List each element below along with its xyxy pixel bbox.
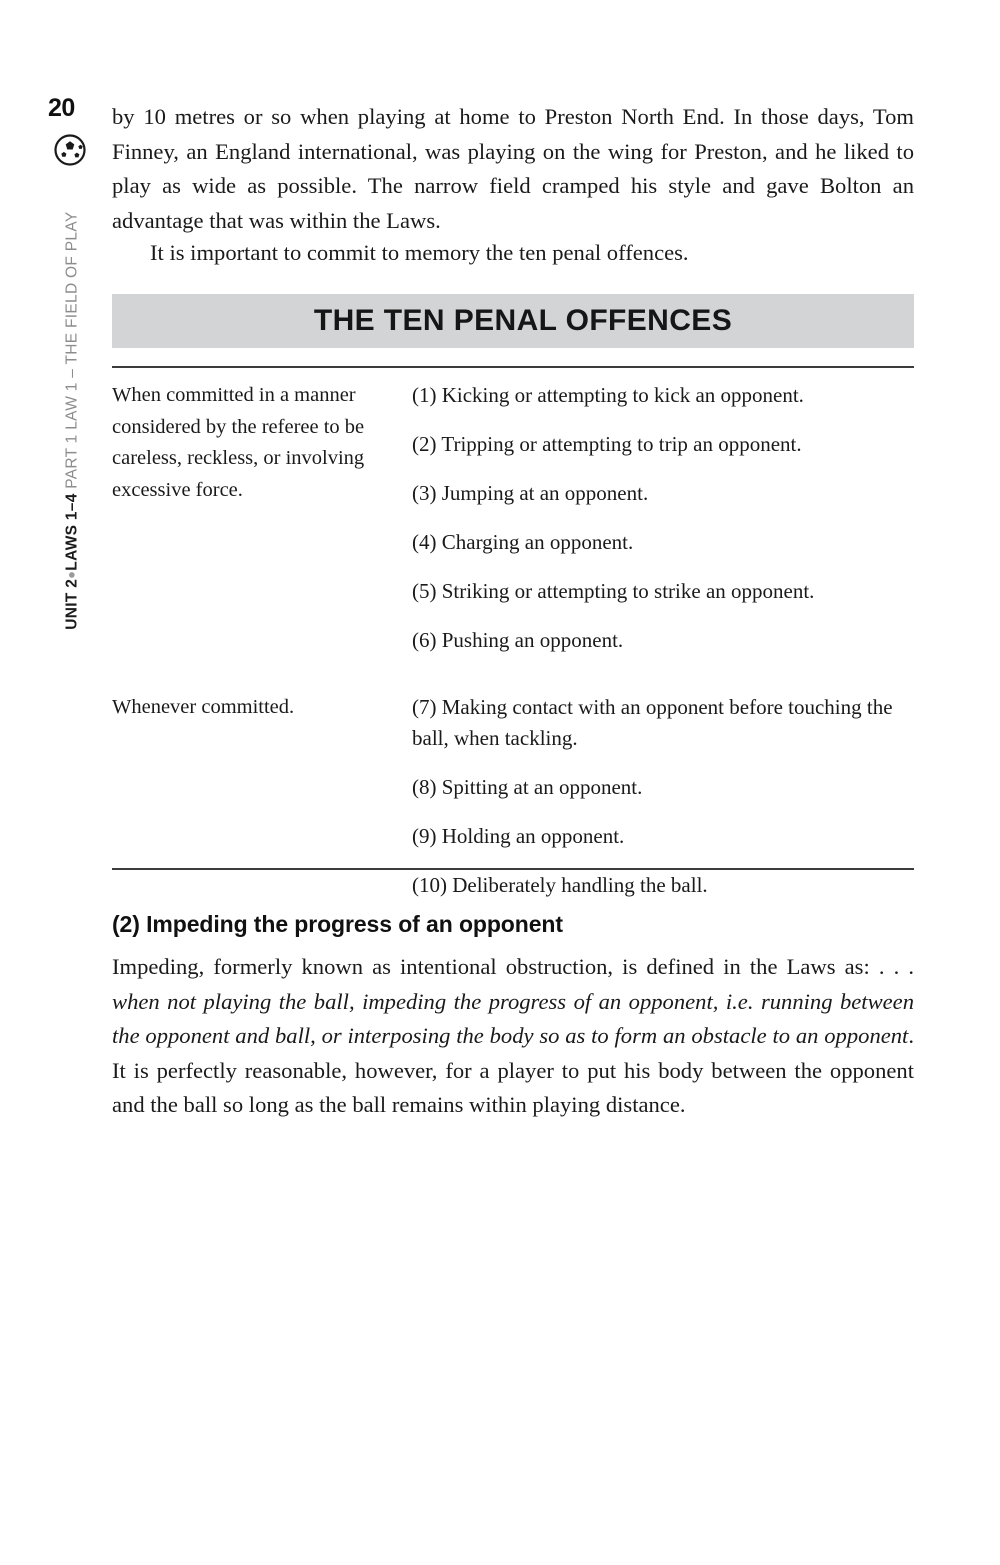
condition-text: Whenever committed.	[112, 696, 295, 718]
impeding-heading: (2) Impeding the progress of an opponent	[112, 911, 563, 937]
page-margin-sidebar	[0, 0, 110, 1565]
list-item: (1) Kicking or attempting to kick an opponent.	[412, 383, 804, 407]
running-head-unit: UNIT 2	[63, 578, 81, 630]
intro-paragraph: by 10 metres or so when playing at home to Preston North End. In those days, Tom Finney, an England international, was playing on the wing for Preston, and he liked to play as wide as possible. The narrow field cramped his style and gave Bolton an advantage that was within the Laws.	[112, 104, 914, 233]
penal-offences-table	[112, 380, 914, 901]
table-cell-condition	[112, 692, 412, 724]
list-item: (5) Striking or attempting to strike an opponent.	[412, 579, 815, 603]
table-row	[112, 380, 914, 656]
running-head	[64, 150, 80, 630]
offences-banner-title: THE TEN PENAL OFFENCES	[313, 304, 733, 337]
running-head-trail: PART 1 LAW 1 – THE FIELD OF PLAY	[63, 211, 81, 489]
condition-text: When committed in a manner considered by the referee to be careless, reckless, or involving excessive force.	[112, 384, 365, 501]
page-number: 20	[48, 94, 75, 122]
impeding-text-after: . It is perfectly reasonable, however, for a player to put his body between the opponent and the ball so long as the ball remains within playing distance.	[112, 1023, 914, 1117]
impeding-paragraph	[112, 950, 914, 1123]
table-cell-offences	[412, 380, 914, 656]
impeding-quote: when not playing the ball, impeding the progress of an opponent, i.e. running between the opponent and ball, or interposing the body so as to form an obstacle to an opponent	[112, 988, 914, 1048]
impeding-text-before: Impeding, formerly known as intentional obstruction, is defined in the Laws as: . . .	[112, 954, 914, 979]
table-top-rule	[112, 366, 914, 368]
table-row	[112, 692, 914, 901]
list-item: (9) Holding an opponent.	[412, 824, 625, 848]
list-item: (4) Charging an opponent.	[412, 530, 634, 554]
commit-to-memory-line: It is important to commit to memory the ten penal offences.	[150, 240, 689, 265]
offences-banner	[112, 294, 914, 348]
list-item: (7) Making contact with an opponent before touching the ball, when tackling.	[412, 695, 893, 750]
table-cell-condition	[112, 380, 412, 506]
list-item: (8) Spitting at an opponent.	[412, 775, 643, 799]
list-item: (10) Deliberately handling the ball.	[412, 873, 708, 897]
list-item: (3) Jumping at an opponent.	[412, 481, 649, 505]
list-item: (2) Tripping or attempting to trip an opponent.	[412, 432, 802, 456]
running-head-laws: LAWS 1–4	[63, 493, 81, 571]
running-head-separator-icon: ●	[63, 570, 79, 579]
table-cell-offences	[412, 692, 914, 901]
list-item: (6) Pushing an opponent.	[412, 628, 624, 652]
